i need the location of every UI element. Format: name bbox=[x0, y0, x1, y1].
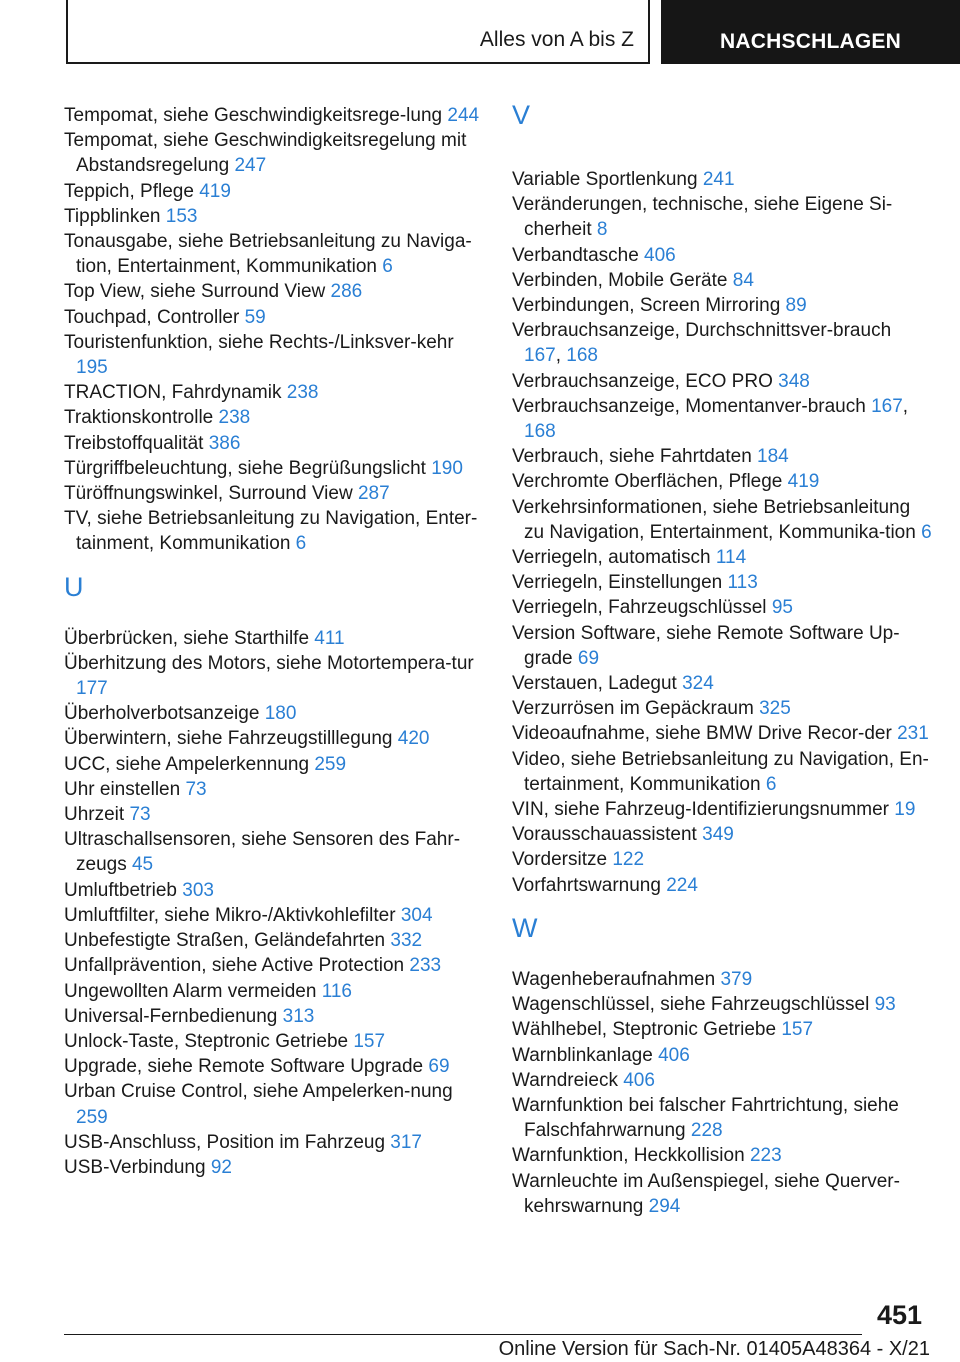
index-entry-text: Unbefestigte Straßen, Geländefahrten bbox=[64, 930, 386, 952]
index-entry-text: Warnblinkanlage bbox=[512, 1044, 653, 1066]
index-entry bbox=[64, 1130, 482, 1155]
index-entry-text: Verbrauchsanzeige, Durchschnittsver‐brauch bbox=[512, 320, 892, 342]
index-entry bbox=[512, 992, 932, 1017]
index-entry bbox=[512, 570, 932, 595]
index-entry-text: Verzurrösen im Gepäckraum bbox=[512, 698, 754, 720]
chapter-tab-label: NACHSCHLAGEN bbox=[720, 30, 901, 53]
page-reference-link[interactable]: 122 bbox=[612, 849, 645, 871]
index-entry bbox=[64, 1004, 482, 1029]
index-entry bbox=[512, 747, 932, 797]
index-entry-text: Top View, siehe Surround View bbox=[64, 281, 326, 303]
index-entry bbox=[512, 873, 932, 898]
index-entry-text: Verbinden, Mobile Geräte bbox=[512, 269, 728, 291]
index-entry bbox=[64, 1029, 482, 1054]
page-reference-link[interactable]: 93 bbox=[874, 994, 896, 1016]
page-reference-link[interactable]: 116 bbox=[321, 980, 352, 1002]
page-reference-link[interactable]: 114 bbox=[715, 547, 747, 569]
index-entry-text: Wagenschlüssel, siehe Fahrzeugschlüssel bbox=[512, 994, 870, 1016]
index-entry bbox=[64, 752, 482, 777]
index-letter-heading: W bbox=[512, 912, 538, 943]
page-reference-link[interactable]: 177 bbox=[76, 678, 108, 700]
page-reference-link[interactable]: 6 bbox=[765, 773, 777, 795]
index-entry-text: Wagenheberaufnahmen bbox=[512, 968, 716, 990]
index-entry bbox=[512, 721, 932, 746]
index-entry-text: Überhitzung des Motors, siehe Motortempera‐tur bbox=[64, 652, 474, 674]
page-reference-link[interactable]: 180 bbox=[264, 703, 297, 725]
index-entry-text: TV, siehe Betriebsanleitung zu Navigation, Enter‐tainment, Kommunikation bbox=[64, 508, 478, 555]
page-reference-link[interactable]: 224 bbox=[666, 874, 698, 896]
page-reference-link[interactable]: 113 bbox=[727, 572, 758, 594]
page-reference-link[interactable]: 167 bbox=[524, 345, 556, 367]
page-reference-link[interactable]: 59 bbox=[244, 306, 266, 328]
index-entry bbox=[512, 1169, 932, 1219]
index-entry bbox=[64, 103, 482, 128]
index-entry-text: Verriegeln, Einstellungen bbox=[512, 572, 723, 594]
index-entry-text: Verbindungen, Screen Mirroring bbox=[512, 295, 781, 317]
index-entry-text: Treibstoffqualität bbox=[64, 432, 204, 454]
page-reference-link[interactable]: 233 bbox=[409, 955, 442, 977]
index-entry bbox=[64, 330, 482, 380]
index-entry-text: Verbrauch, siehe Fahrtdaten bbox=[512, 446, 752, 468]
index-entry bbox=[512, 1017, 932, 1042]
index-entry bbox=[512, 822, 932, 847]
index-entry bbox=[64, 802, 482, 827]
index-entry bbox=[64, 651, 482, 701]
page-reference-link[interactable]: 304 bbox=[400, 904, 433, 926]
page-reference-link[interactable]: 6 bbox=[921, 521, 932, 543]
page-reference-link[interactable]: 419 bbox=[787, 471, 820, 493]
index-entry bbox=[64, 179, 482, 204]
index-entry bbox=[64, 928, 482, 953]
index-entry bbox=[64, 204, 482, 229]
page-reference-link[interactable]: 313 bbox=[282, 1005, 315, 1027]
index-entry bbox=[64, 878, 482, 903]
index-entry-text: Vordersitze bbox=[512, 849, 608, 871]
index-entry bbox=[512, 621, 932, 671]
index-entry-text: Warndreieck bbox=[512, 1069, 618, 1091]
index-entry-text: Touchpad, Controller bbox=[64, 306, 240, 328]
page-reference-link[interactable]: 294 bbox=[648, 1195, 681, 1217]
index-entry-text: Tempomat, siehe Geschwindigkeitsrege‐lung bbox=[64, 105, 443, 126]
page-reference-link[interactable]: 157 bbox=[353, 1030, 386, 1052]
index-entry-text: Vorfahrtswarnung bbox=[512, 874, 661, 896]
index-entry bbox=[512, 545, 932, 570]
index-entry-text: Variable Sportlenkung bbox=[512, 169, 698, 190]
page-reference-link[interactable]: 92 bbox=[210, 1156, 232, 1178]
footer-divider bbox=[64, 1334, 862, 1335]
page-reference-link[interactable]: 89 bbox=[785, 295, 807, 317]
index-column-right bbox=[512, 100, 932, 1219]
index-entry bbox=[512, 797, 932, 822]
index-entry bbox=[64, 405, 482, 430]
page-reference-link[interactable]: 324 bbox=[682, 673, 714, 695]
index-entry-text: Tempomat, siehe Geschwindigkeitsregelung mit Abstandsregelung bbox=[64, 130, 467, 177]
index-entry-text: Verchromte Oberflächen, Pflege bbox=[512, 471, 783, 493]
index-entry bbox=[512, 469, 932, 494]
page-reference-link[interactable]: 406 bbox=[623, 1069, 655, 1091]
header-section-box bbox=[66, 0, 650, 64]
index-entry bbox=[512, 167, 932, 192]
index-entry bbox=[64, 506, 482, 556]
page-reference-link[interactable]: 6 bbox=[295, 533, 307, 555]
index-entry-text: Verkehrsinformationen, siehe Betriebsanleitung zu Navigation, Entertainment, Kommunika‐tion bbox=[512, 496, 916, 543]
index-entry bbox=[512, 495, 932, 545]
page-reference-link[interactable]: 286 bbox=[330, 281, 363, 303]
index-entry bbox=[64, 279, 482, 304]
index-entry-text: Umluftfilter, siehe Mikro-/Aktivkohlefilter bbox=[64, 904, 396, 926]
index-entry bbox=[64, 1054, 482, 1079]
index-entry bbox=[64, 481, 482, 506]
page-reference-link[interactable]: 157 bbox=[781, 1019, 814, 1041]
page-reference-link[interactable]: 238 bbox=[286, 382, 319, 404]
index-entry-text: VIN, siehe Fahrzeug-Identifizierungsnummer bbox=[512, 799, 890, 821]
footer-version-text: Online Version für Sach-Nr. 01405A48364 - X/21 bbox=[498, 1338, 930, 1360]
index-letter-heading: U bbox=[64, 571, 84, 602]
page-reference-link[interactable]: 228 bbox=[690, 1120, 723, 1142]
index-entry bbox=[512, 192, 932, 242]
index-entry-text: Unfallprävention, siehe Active Protection bbox=[64, 955, 405, 977]
page-reference-link[interactable]: 241 bbox=[702, 169, 735, 190]
page-reference-link[interactable]: 411 bbox=[314, 627, 345, 649]
page-reference-link[interactable]: 45 bbox=[131, 854, 154, 876]
index-entry-text: Verriegeln, automatisch bbox=[512, 547, 711, 569]
page-reference-link[interactable]: 84 bbox=[732, 269, 754, 291]
index-entry bbox=[512, 243, 932, 268]
page-reference-link[interactable]: 195 bbox=[76, 357, 108, 379]
index-entry-text: Uhrzeit bbox=[64, 804, 125, 826]
index-entry bbox=[512, 268, 932, 293]
index-entry bbox=[64, 777, 482, 802]
index-entry bbox=[64, 903, 482, 928]
page-reference-link[interactable]: 259 bbox=[314, 753, 347, 775]
index-entry bbox=[64, 229, 482, 279]
page-reference-link[interactable]: 386 bbox=[208, 432, 241, 454]
index-entry bbox=[64, 701, 482, 726]
page-reference-link[interactable]: 95 bbox=[771, 597, 793, 619]
page-reference-link[interactable]: 8 bbox=[596, 219, 608, 241]
page-reference-link[interactable]: 168 bbox=[566, 345, 598, 367]
page-reference-link[interactable]: 348 bbox=[778, 370, 810, 392]
index-entry-text: Türgriffbeleuchtung, siehe Begrüßungslicht bbox=[64, 457, 426, 479]
page-reference-link[interactable]: 167 bbox=[871, 395, 903, 417]
index-entry-text: USB-Verbindung bbox=[64, 1156, 206, 1178]
index-entry bbox=[64, 1079, 482, 1129]
page-reference-link[interactable]: 73 bbox=[129, 804, 151, 826]
index-entry-text: Verbandtasche bbox=[512, 244, 639, 266]
page-reference-link[interactable]: 379 bbox=[720, 968, 753, 990]
index-entry: Verbrauchsanzeige, Momentanver‐brauch 167, 168 bbox=[512, 395, 909, 443]
index-entry-text: Version Software, siehe Remote Software Up‐grade bbox=[512, 622, 900, 669]
index-entry bbox=[64, 726, 482, 751]
page-reference-link[interactable]: 190 bbox=[431, 457, 463, 479]
page-number: 451 bbox=[876, 1300, 922, 1330]
page-reference-link[interactable]: 287 bbox=[357, 483, 390, 505]
index-column-left bbox=[64, 103, 482, 1180]
index-entry-text: Verbrauchsanzeige, Momentanver‐brauch bbox=[512, 395, 866, 417]
index-entry-text: USB-Anschluss, Position im Fahrzeug bbox=[64, 1131, 386, 1153]
index-entry-text: UCC, siehe Ampelerkennung bbox=[64, 753, 310, 775]
page-reference-link[interactable]: 349 bbox=[702, 824, 734, 846]
index-entry-text: Türöffnungswinkel, Surround View bbox=[64, 483, 353, 505]
index-entry-text: Verbrauchsanzeige, ECO PRO bbox=[512, 370, 773, 392]
page-reference-link[interactable]: 69 bbox=[428, 1056, 450, 1078]
index-entry: Verbrauchsanzeige, Durchschnittsver‐brauch 167, 168 bbox=[512, 320, 892, 367]
index-entry bbox=[512, 847, 932, 872]
page-reference-link[interactable]: 184 bbox=[757, 446, 789, 468]
index-entry-text: Upgrade, siehe Remote Software Upgrade bbox=[64, 1056, 424, 1078]
index-entry-text: TRACTION, Fahrdynamik bbox=[64, 382, 282, 404]
index-entry-text: Umluftbetrieb bbox=[64, 879, 177, 901]
index-entry bbox=[64, 305, 482, 330]
index-entry-text: Wählhebel, Steptronic Getriebe bbox=[512, 1019, 777, 1041]
index-entry-text: Überholverbotsanzeige bbox=[64, 703, 260, 725]
page-reference-link[interactable]: 303 bbox=[182, 879, 214, 901]
index-entry-text: Videoaufnahme, siehe BMW Drive Recor‐der bbox=[512, 723, 892, 745]
page-reference-link[interactable]: 223 bbox=[749, 1145, 782, 1167]
page-reference-link[interactable]: 247 bbox=[234, 155, 267, 177]
index-entry-text: Tonausgabe, siehe Betriebsanleitung zu Naviga‐tion, Entertainment, Kommunikation bbox=[64, 231, 472, 278]
index-entry bbox=[512, 967, 932, 992]
index-entry bbox=[512, 1093, 932, 1143]
index-entry-text: Vorausschauassistent bbox=[512, 824, 697, 846]
index-entry bbox=[512, 1143, 932, 1168]
index-entry-text: Teppich, Pflege bbox=[64, 180, 194, 202]
index-entry bbox=[64, 979, 482, 1004]
index-letter-heading: V bbox=[512, 100, 531, 130]
index-entry-text: Verstauen, Ladegut bbox=[512, 673, 677, 695]
page-reference-link[interactable]: 168 bbox=[524, 421, 556, 443]
page-reference-link[interactable]: 6 bbox=[382, 256, 393, 278]
index-entry bbox=[64, 456, 482, 481]
index-entry bbox=[512, 369, 932, 394]
index-entry-text: Warnfunktion bei falscher Fahrtrichtung, siehe Falschfahrwarnung bbox=[512, 1094, 899, 1142]
index-entry bbox=[64, 626, 482, 651]
chapter-tab[interactable] bbox=[661, 0, 960, 64]
index-entry-text: Traktionskontrolle bbox=[64, 407, 214, 429]
index-entry-text: Verriegeln, Fahrzeugschlüssel bbox=[512, 597, 767, 619]
index-entry-text: Tippblinken bbox=[64, 205, 161, 227]
index-entry bbox=[512, 671, 932, 696]
index-entry bbox=[64, 1155, 482, 1180]
page-reference-link[interactable]: 420 bbox=[397, 728, 430, 750]
page-reference-link[interactable]: 19 bbox=[894, 799, 916, 821]
section-title: Alles von A bis Z bbox=[479, 28, 634, 51]
index-entry-text: Warnfunktion, Heckkollision bbox=[512, 1145, 745, 1167]
index-entry bbox=[64, 953, 482, 978]
index-entry bbox=[64, 827, 482, 877]
page-reference-link[interactable]: 325 bbox=[759, 698, 791, 720]
page-reference-link[interactable]: 406 bbox=[658, 1044, 690, 1066]
index-entry bbox=[64, 380, 482, 405]
index-entry-text: Unlock-Taste, Steptronic Getriebe bbox=[64, 1030, 349, 1052]
index-entry-text: Ultraschallsensoren, siehe Sensoren des Fahr‐zeugs bbox=[64, 829, 461, 876]
page-reference-link[interactable]: 231 bbox=[897, 723, 929, 745]
index-entry bbox=[512, 595, 932, 620]
page-reference-link[interactable]: 244 bbox=[447, 105, 480, 126]
index-entry-text: Uhr einstellen bbox=[64, 778, 181, 800]
index-entry bbox=[64, 128, 482, 178]
index-entry bbox=[512, 1043, 932, 1068]
index-entry-text: Veränderungen, technische, siehe Eigene Si‐cherheit bbox=[512, 194, 893, 241]
index-entry-text: Video, siehe Betriebsanleitung zu Navigation, En‐tertainment, Kommunikation bbox=[512, 748, 929, 795]
page-reference-link[interactable]: 259 bbox=[76, 1106, 108, 1128]
index-entry-text: Universal-Fernbedienung bbox=[64, 1005, 278, 1027]
page-reference-link[interactable]: 317 bbox=[390, 1131, 422, 1153]
index-entry-text: Warnleuchte im Außenspiegel, siehe Querver‐kehrswarnung bbox=[512, 1170, 900, 1217]
index-entry bbox=[512, 696, 932, 721]
index-entry bbox=[64, 431, 482, 456]
page-reference-link[interactable]: 73 bbox=[185, 778, 207, 800]
page-reference-link[interactable]: 69 bbox=[577, 647, 600, 669]
index-entry-text: Überwintern, siehe Fahrzeugstilllegung bbox=[64, 728, 393, 750]
index-entry bbox=[512, 444, 932, 469]
page-reference-link[interactable]: 419 bbox=[199, 180, 231, 202]
index-entry-text: Urban Cruise Control, siehe Ampelerken‐nung bbox=[64, 1081, 453, 1103]
page-reference-link[interactable]: 332 bbox=[390, 930, 423, 952]
index-entry-text: Überbrücken, siehe Starthilfe bbox=[64, 627, 310, 649]
page-reference-link[interactable]: 153 bbox=[165, 205, 198, 227]
index-entry bbox=[512, 1068, 932, 1093]
page-reference-link[interactable]: 238 bbox=[218, 407, 251, 429]
page-reference-link[interactable]: 406 bbox=[644, 244, 676, 266]
index-entry bbox=[512, 293, 932, 318]
index-entry-text: Touristenfunktion, siehe Rechts-/Linksver‐kehr bbox=[64, 331, 454, 353]
index-entry-text: Ungewollten Alarm vermeiden bbox=[64, 980, 317, 1002]
